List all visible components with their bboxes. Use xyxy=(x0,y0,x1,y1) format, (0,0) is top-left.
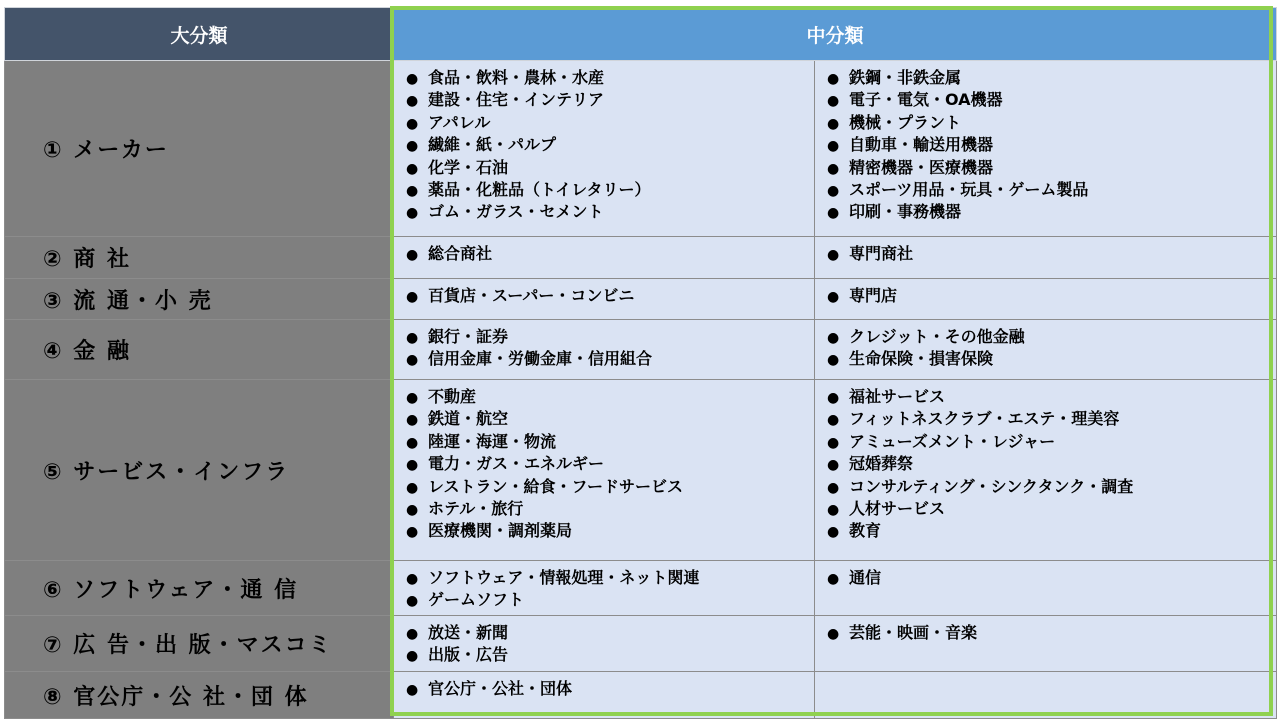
list-item-label: 薬品・化粧品（トイレタリー） xyxy=(428,179,651,199)
list-item xyxy=(827,179,1276,201)
list-item xyxy=(827,67,1276,89)
bullet-icon: ● xyxy=(827,182,840,199)
list-item-label: 印刷・事務機器 xyxy=(849,202,962,222)
bullet-icon: ● xyxy=(406,390,419,406)
list-item-label: フィットネスクラブ・エステ・理美容 xyxy=(849,409,1120,429)
mid-category-list xyxy=(406,622,814,667)
mid-category-cell-left xyxy=(394,320,815,380)
mid-category-list xyxy=(827,285,1276,307)
header-row xyxy=(5,8,1277,61)
list-item xyxy=(827,134,1276,156)
list-item-label: 教育 xyxy=(849,521,882,541)
bullet-icon: ● xyxy=(406,330,419,346)
list-item-label: スポーツ用品・玩具・ゲーム製品 xyxy=(849,179,1089,199)
list-item xyxy=(406,386,814,408)
mid-category-cell-left xyxy=(394,616,815,672)
list-item xyxy=(827,348,1276,370)
list-item-label: 専門商社 xyxy=(849,244,914,263)
bullet-icon: ● xyxy=(406,434,419,451)
mid-category-list xyxy=(827,622,1276,644)
mid-category-cell-left xyxy=(394,380,815,561)
mid-category-cell-right xyxy=(815,616,1277,672)
bullet-icon: ● xyxy=(827,412,840,429)
list-item xyxy=(406,453,814,475)
mid-category-list xyxy=(406,326,814,371)
mid-category-list xyxy=(406,386,814,543)
list-item-label: 通信 xyxy=(849,568,882,587)
list-item-label: 出版・広告 xyxy=(428,645,509,665)
bullet-icon: ● xyxy=(406,682,419,698)
bullet-icon: ● xyxy=(406,182,419,199)
list-item xyxy=(406,112,814,134)
bullet-icon: ● xyxy=(406,352,419,369)
bullet-icon: ● xyxy=(827,205,840,222)
list-item xyxy=(827,386,1276,408)
bullet-icon: ● xyxy=(827,524,840,541)
list-item-label: ゴム・ガラス・セメント xyxy=(428,202,604,222)
list-item xyxy=(827,431,1276,453)
bullet-icon: ● xyxy=(827,571,840,587)
list-item-label: 福祉サービス xyxy=(849,387,946,406)
bullet-icon: ● xyxy=(406,412,419,429)
table-body xyxy=(5,61,1277,719)
list-item xyxy=(406,589,814,611)
list-item-label: 鉄鋼・非鉄金属 xyxy=(849,68,962,87)
list-item xyxy=(827,520,1276,542)
category-row xyxy=(5,380,1277,561)
list-item xyxy=(827,157,1276,179)
industry-classification-table xyxy=(4,7,1277,719)
list-item xyxy=(827,408,1276,430)
major-category-cell: ④ 金 融 xyxy=(5,320,394,380)
list-item xyxy=(827,243,1276,265)
list-item-label: 自動車・輸送用機器 xyxy=(849,135,994,155)
list-item xyxy=(827,112,1276,134)
list-item xyxy=(827,622,1276,644)
category-row xyxy=(5,61,1277,237)
list-item-label: 銀行・証券 xyxy=(428,327,509,346)
bullet-icon: ● xyxy=(406,501,419,518)
list-item-label: 鉄道・航空 xyxy=(428,409,509,429)
bullet-icon: ● xyxy=(406,648,419,665)
major-category-cell: ⑦ 広 告・出 版・マスコミ xyxy=(5,616,394,672)
bullet-icon: ● xyxy=(827,352,840,369)
mid-category-cell-right xyxy=(815,320,1277,380)
list-item xyxy=(406,201,814,223)
list-item-label: アミューズメント・レジャー xyxy=(849,431,1056,451)
bullet-icon: ● xyxy=(827,247,840,263)
major-category-header: 大分類 xyxy=(5,8,394,61)
list-item-label: 生命保険・損害保険 xyxy=(849,349,994,369)
list-item-label: ゲームソフト xyxy=(428,590,525,610)
list-item-label: 官公庁・公社・団体 xyxy=(428,679,573,698)
list-item-label: 医療機関・調剤薬局 xyxy=(428,521,573,541)
bullet-icon: ● xyxy=(406,71,419,87)
list-item xyxy=(406,134,814,156)
list-item xyxy=(406,520,814,542)
list-item-label: コンサルティング・シンクタンク・調査 xyxy=(849,476,1134,496)
list-item xyxy=(827,201,1276,223)
category-row xyxy=(5,672,1277,719)
mid-category-list xyxy=(406,285,814,307)
mid-category-cell-left xyxy=(394,61,815,237)
bullet-icon: ● xyxy=(406,138,419,155)
bullet-icon: ● xyxy=(406,593,419,610)
bullet-icon: ● xyxy=(827,434,840,451)
bullet-icon: ● xyxy=(827,457,840,474)
mid-category-cell-left xyxy=(394,561,815,616)
mid-category-list xyxy=(827,567,1276,589)
mid-category-list xyxy=(406,67,814,224)
list-item-label: 化学・石油 xyxy=(428,157,509,177)
mid-category-cell-right xyxy=(815,279,1277,320)
mid-category-cell-left xyxy=(394,672,815,719)
list-item-label: 冠婚葬祭 xyxy=(849,454,914,474)
list-item-label: レストラン・給食・フードサービス xyxy=(428,476,684,496)
bullet-icon: ● xyxy=(827,93,840,110)
list-item xyxy=(827,453,1276,475)
mid-category-cell-right xyxy=(815,237,1277,279)
list-item xyxy=(406,157,814,179)
list-item xyxy=(406,89,814,111)
list-item xyxy=(406,285,814,307)
bullet-icon: ● xyxy=(827,160,840,177)
list-item-label: 食品・飲料・農林・水産 xyxy=(428,68,605,87)
bullet-icon: ● xyxy=(406,457,419,474)
bullet-icon: ● xyxy=(406,205,419,222)
list-item xyxy=(406,476,814,498)
list-item xyxy=(827,285,1276,307)
mid-category-list xyxy=(827,326,1276,371)
mid-category-list xyxy=(827,67,1276,224)
list-item-label: 不動産 xyxy=(428,387,477,406)
list-item-label: 建設・住宅・インテリア xyxy=(428,90,605,110)
list-item xyxy=(827,498,1276,520)
bullet-icon: ● xyxy=(827,390,840,406)
list-item-label: 芸能・映画・音楽 xyxy=(849,623,978,642)
list-item xyxy=(406,67,814,89)
list-item xyxy=(406,678,814,700)
bullet-icon: ● xyxy=(827,115,840,132)
list-item-label: 信用金庫・労働金庫・信用組合 xyxy=(428,349,653,369)
category-row xyxy=(5,561,1277,616)
list-item-label: 百貨店・スーパー・コンビニ xyxy=(428,286,635,305)
list-item xyxy=(406,243,814,265)
bullet-icon: ● xyxy=(406,160,419,177)
mid-category-cell-right xyxy=(815,61,1277,237)
list-item-label: 機械・プラント xyxy=(849,112,962,132)
mid-category-cell-left xyxy=(394,237,815,279)
major-category-cell: ① メーカー xyxy=(5,61,394,237)
bullet-icon: ● xyxy=(827,479,840,496)
major-category-cell: ⑤ サービス・インフラ xyxy=(5,380,394,561)
mid-category-cell-right xyxy=(815,672,1277,719)
industry-classification-table-wrapper xyxy=(4,7,1276,719)
list-item xyxy=(406,348,814,370)
bullet-icon: ● xyxy=(827,501,840,518)
list-item xyxy=(827,89,1276,111)
list-item-label: 電力・ガス・エネルギー xyxy=(428,454,605,474)
list-item xyxy=(406,644,814,666)
list-item-label: 繊維・紙・パルプ xyxy=(428,135,557,155)
list-item xyxy=(406,179,814,201)
list-item xyxy=(827,326,1276,348)
bullet-icon: ● xyxy=(406,289,419,305)
list-item xyxy=(827,567,1276,589)
list-item-label: 電子・電気・OA機器 xyxy=(849,90,1003,110)
mid-category-list xyxy=(406,243,814,265)
mid-category-list xyxy=(406,567,814,612)
bullet-icon: ● xyxy=(406,524,419,541)
bullet-icon: ● xyxy=(827,330,840,346)
list-item-label: クレジット・その他金融 xyxy=(849,327,1025,346)
list-item-label: 総合商社 xyxy=(428,244,493,263)
bullet-icon: ● xyxy=(406,93,419,110)
list-item xyxy=(406,498,814,520)
mid-category-cell-right xyxy=(815,561,1277,616)
bullet-icon: ● xyxy=(406,247,419,263)
list-item-label: 精密機器・医療機器 xyxy=(849,157,994,177)
major-category-cell: ③ 流 通・小 売 xyxy=(5,279,394,320)
list-item-label: 専門店 xyxy=(849,286,898,305)
mid-category-list xyxy=(827,243,1276,265)
bullet-icon: ● xyxy=(406,479,419,496)
list-item-label: アパレル xyxy=(428,112,491,132)
list-item xyxy=(406,622,814,644)
mid-category-cell-right xyxy=(815,380,1277,561)
category-row xyxy=(5,320,1277,380)
category-row xyxy=(5,237,1277,279)
list-item-label: 人材サービス xyxy=(849,498,946,518)
list-item xyxy=(406,567,814,589)
bullet-icon: ● xyxy=(406,115,419,132)
list-item-label: ソフトウェア・情報処理・ネット関連 xyxy=(428,568,700,587)
mid-category-list xyxy=(406,678,814,700)
category-row xyxy=(5,279,1277,320)
list-item-label: 放送・新聞 xyxy=(428,623,509,642)
bullet-icon: ● xyxy=(827,138,840,155)
list-item-label: ホテル・旅行 xyxy=(428,498,524,518)
category-row xyxy=(5,616,1277,672)
mid-category-header: 中分類 xyxy=(394,8,1277,61)
bullet-icon: ● xyxy=(406,571,419,587)
bullet-icon: ● xyxy=(827,626,840,642)
major-category-cell: ⑥ ソフトウェア・通 信 xyxy=(5,561,394,616)
bullet-icon: ● xyxy=(406,626,419,642)
bullet-icon: ● xyxy=(827,71,840,87)
list-item-label: 陸運・海運・物流 xyxy=(428,431,557,451)
mid-category-cell-left xyxy=(394,279,815,320)
list-item xyxy=(827,476,1276,498)
list-item xyxy=(406,408,814,430)
bullet-icon: ● xyxy=(827,289,840,305)
list-item xyxy=(406,431,814,453)
list-item xyxy=(406,326,814,348)
mid-category-list xyxy=(827,386,1276,543)
major-category-cell: ⑧ 官公庁・公 社・団 体 xyxy=(5,672,394,719)
major-category-cell: ② 商 社 xyxy=(5,237,394,279)
